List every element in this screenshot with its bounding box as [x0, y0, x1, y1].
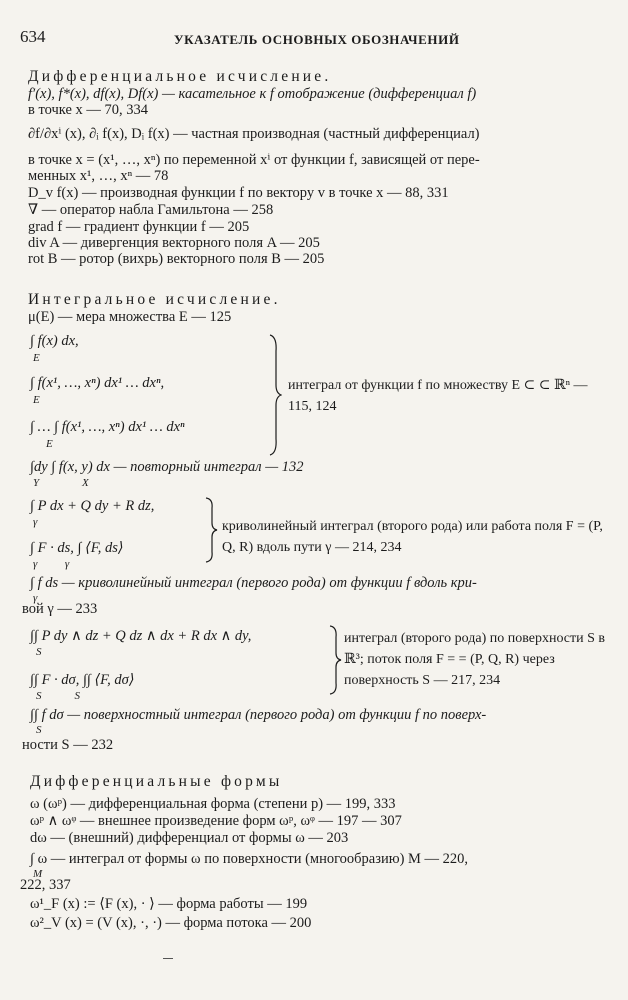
line-integral-first-kind: ∫ f ds — криволинейный интеграл (первого рода) от функции f вдоль кри-	[30, 575, 477, 591]
integral-note-3: интеграл (второго рода) по поверхности S в ℝ³; поток поля F = = (P, Q, R) через поверхность S — 217, 234	[344, 631, 606, 688]
forms-line-7: ω²_V (x) = (V (x), ·, ·) — форма потока — 200	[30, 915, 312, 931]
integral-formula-3: ∫ … ∫ f(x¹, …, xⁿ) dx¹ … dxⁿ	[30, 419, 185, 435]
line-integral-path: γ	[33, 592, 38, 604]
integral-formula-2-domain: E	[33, 394, 40, 406]
surface-integral-first-kind-domain: S	[36, 724, 42, 736]
section-heading-differential: Дифференциальное исчисление.	[28, 68, 332, 85]
integral-formula-3-domain: E	[46, 438, 53, 450]
forms-line-2: ωᵖ ∧ ωᵠ — внешнее произведение форм ωᵖ, ωᵠ — 197 — 307	[30, 813, 402, 829]
forms-line-5: 222, 337	[20, 877, 71, 893]
footer-rule	[163, 958, 173, 959]
differential-line-5: менных x¹, …, xⁿ — 78	[28, 168, 169, 184]
forms-line-1: ω (ωᵖ) — дифференциальная форма (степени p) — 199, 333	[30, 796, 396, 812]
surface-integral-1: ∫∫ P dy ∧ dz + Q dz ∧ dx + R dx ∧ dy,	[30, 628, 252, 644]
running-title: УКАЗАТЕЛЬ ОСНОВНЫХ ОБОЗНАЧЕНИЙ	[174, 32, 460, 47]
surface-integral-1-domain: S	[36, 646, 42, 658]
integral-formula-2: ∫ f(x¹, …, xⁿ) dx¹ … dxⁿ,	[30, 375, 165, 391]
section-heading-integral: Интегральное исчисление.	[28, 291, 281, 308]
forms-line-6: ω¹_F (x) := ⟨F (x), · ⟩ — форма работы — 199	[30, 896, 308, 912]
iterated-integral: ∫dy ∫ f(x, y) dx — повторный интеграл — 132	[30, 459, 304, 475]
surface-integral-continuation: ности S — 232	[22, 737, 114, 753]
page-number: 634	[20, 27, 46, 46]
surface-integral-first-kind: ∫∫ f dσ — поверхностный интеграл (первого рода) от функции f по поверх-	[30, 707, 487, 723]
differential-line-8: grad f — градиент функции f — 205	[28, 219, 250, 235]
surface-integral-2: ∫∫ F · dσ, ∫∫ ⟨F, dσ⟩	[30, 672, 135, 688]
differential-line-7: ∇ — оператор набла Гамильтона — 258	[28, 202, 274, 218]
line-integral-continuation: вой γ — 233	[22, 601, 98, 617]
iterated-integral-domain-y: Y	[33, 477, 40, 489]
section-heading-forms: Дифференциальные формы	[30, 773, 283, 790]
surface-integral-2-domain: S S	[36, 690, 80, 702]
integral-note-2: криволинейный интеграл (второго рода) или работа поля F = (P, Q, R) вдоль пути γ — 214, 234	[222, 519, 603, 555]
differential-line-9: div A — дивергенция векторного поля A — 205	[28, 235, 320, 251]
measure-line: μ(E) — мера множества E — 125	[28, 309, 232, 325]
curve-integral-2-path: γ γ	[33, 558, 70, 570]
right-brace-1	[268, 333, 282, 457]
iterated-integral-domain-x: X	[82, 477, 89, 489]
integral-formula-1-domain: E	[33, 352, 40, 364]
differential-line-6: D_v f(x) — производная функции f по вектору v в точке x — 88, 331	[28, 185, 449, 201]
curve-integral-1-path: γ	[33, 516, 38, 528]
differential-line-2: в точке x — 70, 334	[28, 102, 149, 118]
curve-integral-2: ∫ F · ds, ∫ ⟨F, ds⟩	[30, 540, 124, 556]
right-brace-3	[328, 624, 342, 696]
differential-line-4: в точке x = (x¹, …, xⁿ) по переменной xⁱ от функции f, зависящей от пере-	[28, 152, 480, 168]
differential-line-1: f′(x), f*(x), df(x), Df(x) — касательное к f отображение (дифференциал f)	[28, 86, 477, 102]
forms-line-3: dω — (внешний) дифференциал от формы ω — 203	[30, 830, 349, 846]
right-brace-2	[204, 496, 218, 564]
integral-formula-1: ∫ f(x) dx,	[30, 333, 79, 349]
differential-line-3: ∂f/∂xⁱ (x), ∂ᵢ f(x), Dᵢ f(x) — частная производная (частный дифференциал)	[28, 126, 480, 142]
integral-note-1: интеграл от функции f по множеству E ⊂ ⊂ ℝⁿ — 115, 124	[288, 378, 588, 414]
forms-line-4: ∫ ω — интеграл от формы ω по поверхности (многообразию) M — 220,	[30, 851, 469, 867]
forms-line-4-domain: M	[33, 868, 43, 880]
curve-integral-1: ∫ P dx + Q dy + R dz,	[30, 498, 155, 514]
differential-line-10: rot B — ротор (вихрь) векторного поля B — 205	[28, 251, 325, 267]
